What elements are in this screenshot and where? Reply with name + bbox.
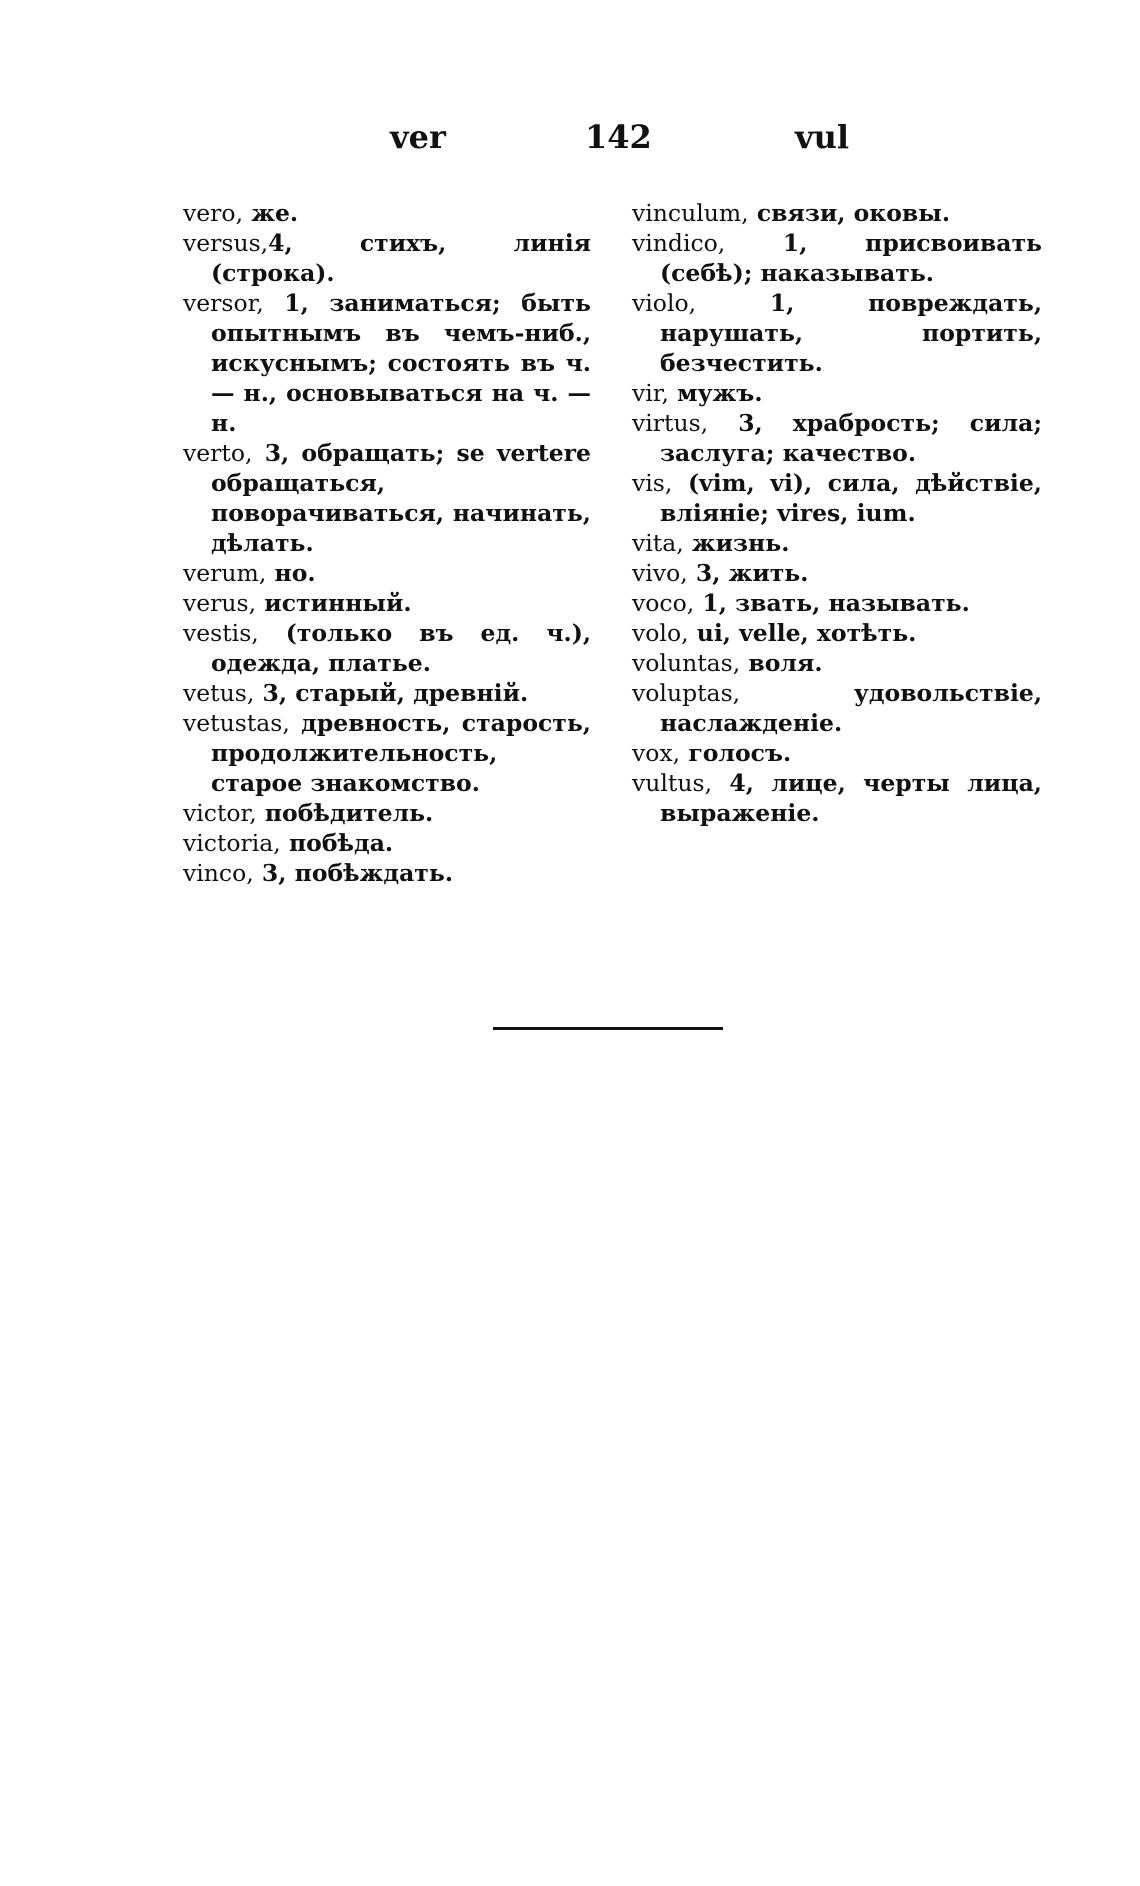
entry-gloss: побѣда. bbox=[280, 829, 394, 857]
entry-headword: vis, bbox=[632, 469, 673, 497]
entry-headword: voluptas, bbox=[632, 679, 741, 707]
entry-gloss: 3, побѣждать. bbox=[253, 859, 453, 887]
entry-headword: vinco, bbox=[183, 859, 254, 887]
entry-headword: virtus, bbox=[632, 409, 709, 437]
entry-headword: versus, bbox=[183, 229, 269, 257]
entry-headword: violo, bbox=[632, 289, 697, 317]
dictionary-entry bbox=[632, 228, 1042, 288]
entry-gloss: 3, храбрость; сила; заслуга; качество. bbox=[660, 409, 1042, 467]
guide-word-right: vul bbox=[795, 118, 850, 156]
entry-headword: vox, bbox=[632, 739, 681, 767]
entry-headword: voco, bbox=[632, 589, 695, 617]
dictionary-entry bbox=[632, 648, 1042, 678]
dictionary-entry bbox=[632, 588, 1042, 618]
entry-headword: vetus, bbox=[183, 679, 255, 707]
dictionary-entry bbox=[632, 468, 1042, 528]
entry-headword: versor, bbox=[183, 289, 264, 317]
dictionary-entry bbox=[632, 558, 1042, 588]
dictionary-entry bbox=[183, 858, 591, 888]
dictionary-entry bbox=[632, 198, 1042, 228]
entry-headword: vir, bbox=[632, 379, 669, 407]
entry-gloss: (только въ ед. ч.), одежда, платье. bbox=[211, 619, 591, 677]
entry-gloss: голосъ. bbox=[680, 739, 792, 767]
dictionary-entry bbox=[183, 198, 591, 228]
dictionary-entry bbox=[632, 288, 1042, 378]
entry-headword: victoria, bbox=[183, 829, 281, 857]
entry-gloss: связи, оковы. bbox=[748, 199, 950, 227]
entry-headword: vestis, bbox=[183, 619, 259, 647]
entry-headword: vindico, bbox=[632, 229, 726, 257]
dictionary-entry bbox=[183, 558, 591, 588]
entry-headword: vultus, bbox=[632, 769, 713, 797]
entry-gloss: 3, обращать; se vertere обращаться, поворачиваться, начинать, дѣлать. bbox=[211, 439, 591, 557]
dictionary-entry bbox=[632, 378, 1042, 408]
entry-gloss: древность, старость, продолжительность, старое знакомство. bbox=[211, 709, 591, 797]
entry-headword: verus, bbox=[183, 589, 257, 617]
dictionary-entry bbox=[183, 618, 591, 678]
right-column bbox=[632, 198, 1042, 828]
entry-gloss: удовольствіе, наслажденіе. bbox=[660, 679, 1042, 737]
entry-headword: vero, bbox=[183, 199, 244, 227]
entry-gloss: воля. bbox=[740, 649, 823, 677]
entry-gloss: 1, заниматься; быть опытнымъ въ чемъ-ниб., искуснымъ; состоять въ ч. — н., основываться на ч. — н. bbox=[211, 289, 591, 437]
entry-gloss: 4, лице, черты лица, выраженіе. bbox=[660, 769, 1042, 827]
dictionary-entry bbox=[183, 228, 591, 288]
dictionary-entry bbox=[183, 438, 591, 558]
dictionary-entry bbox=[632, 768, 1042, 828]
dictionary-entry bbox=[183, 828, 591, 858]
dictionary-entry bbox=[632, 618, 1042, 648]
dictionary-entry bbox=[183, 708, 591, 798]
entry-gloss: же. bbox=[243, 199, 299, 227]
entry-headword: verum, bbox=[183, 559, 267, 587]
entry-gloss: побѣдитель. bbox=[256, 799, 434, 827]
dictionary-entry bbox=[183, 288, 591, 438]
entry-headword: vinculum, bbox=[632, 199, 749, 227]
entry-gloss: истинный. bbox=[256, 589, 412, 617]
entry-gloss: мужъ. bbox=[668, 379, 763, 407]
dictionary-entry bbox=[632, 678, 1042, 738]
entry-gloss: жизнь. bbox=[683, 529, 790, 557]
entry-gloss: (vim, vi), сила, дѣйствіе, вліяніе; vires, ium. bbox=[660, 469, 1042, 527]
entry-gloss: 4, стихъ, линія (строка). bbox=[211, 229, 591, 287]
dictionary-entry bbox=[632, 528, 1042, 558]
entry-headword: victor, bbox=[183, 799, 257, 827]
entry-headword: voluntas, bbox=[632, 649, 741, 677]
running-head bbox=[0, 112, 1140, 162]
left-column bbox=[183, 198, 591, 888]
entry-headword: vivo, bbox=[632, 559, 688, 587]
dictionary-entry bbox=[183, 588, 591, 618]
entry-gloss: но. bbox=[266, 559, 316, 587]
entry-gloss: 1, присвоивать (себѣ); наказывать. bbox=[660, 229, 1042, 287]
entry-gloss: 1, повреждать, нарушать, портить, безчестить. bbox=[660, 289, 1042, 377]
end-rule bbox=[493, 1027, 723, 1030]
dictionary-entry bbox=[632, 408, 1042, 468]
entry-gloss: 3, старый, древній. bbox=[254, 679, 529, 707]
guide-word-left: ver bbox=[390, 118, 446, 156]
entry-gloss: 3, жить. bbox=[687, 559, 809, 587]
entry-headword: volo, bbox=[632, 619, 689, 647]
entry-gloss: 1, звать, называть. bbox=[694, 589, 970, 617]
entry-headword: verto, bbox=[183, 439, 253, 467]
entry-gloss: ui, velle, хотѣть. bbox=[688, 619, 917, 647]
dictionary-entry bbox=[183, 678, 591, 708]
entry-headword: vetustas, bbox=[183, 709, 290, 737]
page-number: 142 bbox=[585, 118, 652, 156]
dictionary-entry bbox=[183, 798, 591, 828]
dictionary-entry bbox=[632, 738, 1042, 768]
entry-headword: vita, bbox=[632, 529, 684, 557]
